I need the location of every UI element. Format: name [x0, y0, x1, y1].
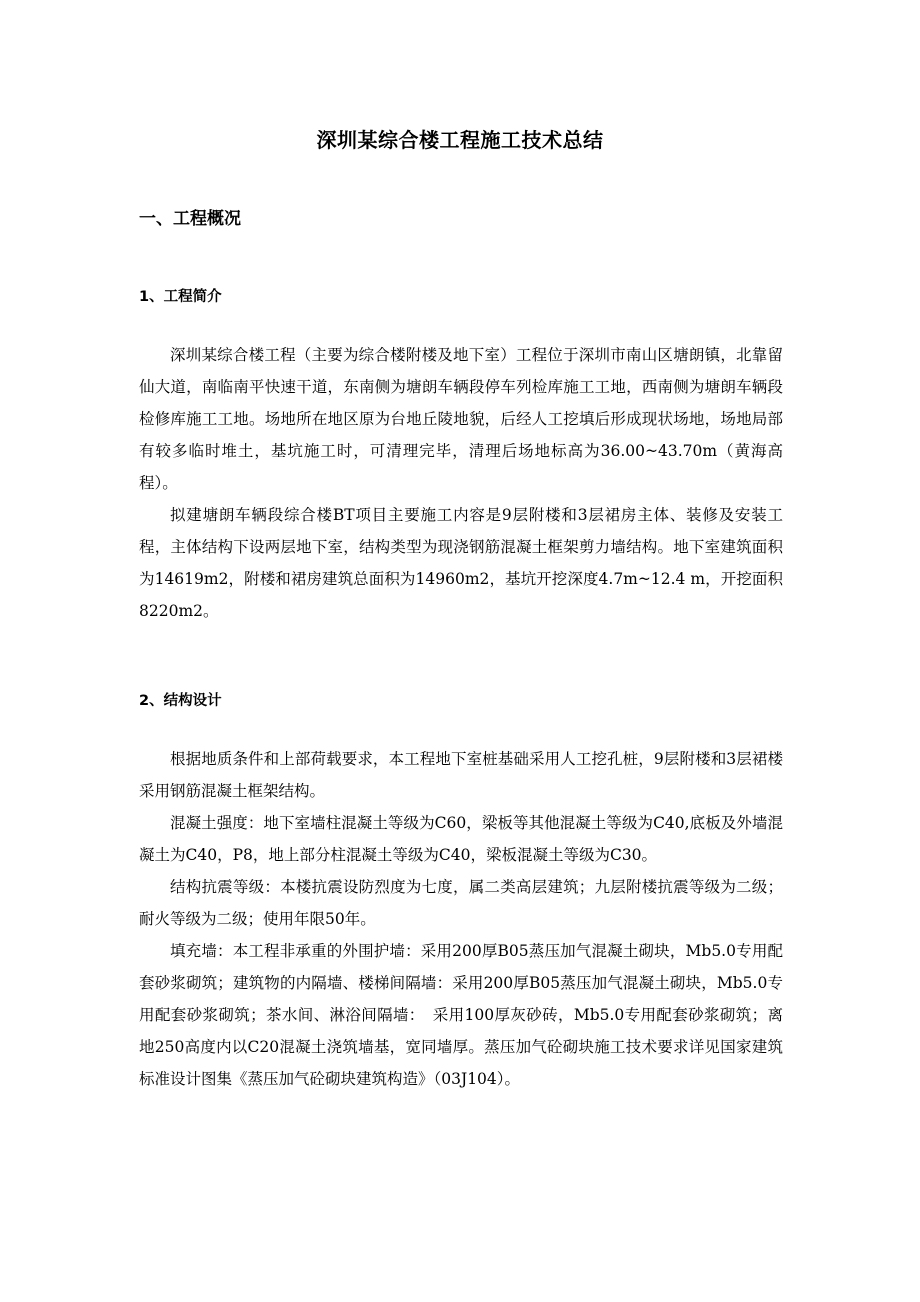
- paragraph: 填充墙：本工程非承重的外围护墙：采用200厚B05蒸压加气混凝土砌块，Mb5.0专用配套砂浆砌筑；建筑物的内隔墙、楼梯间隔墙：采用200厚B05蒸压加气混凝土砌块，Mb5.0专用配套砂浆砌筑；茶水间、淋浴间隔墙： 采用100厚灰砂砖，Mb5.0专用配套砂浆砌筑；离地250高度内以C20混凝土浇筑墙基，宽同墙厚。蒸压加气砼砌块施工技术要求详见国家建筑标准设计图集《蒸压加气砼砌块建筑构造》（03J104）。: [139, 942, 783, 1088]
- paragraph: 拟建塘朗车辆段综合楼BT项目主要施工内容是9层附楼和3层裙房主体、装修及安装工程，主体结构下设两层地下室，结构类型为现浇钢筋混凝土框架剪力墙结构。地下室建筑面积为14619m2，附楼和裙房建筑总面积为14960m2，基坑开挖深度4.7m~12.4 m，开挖面积8220m2。: [139, 506, 783, 620]
- section-heading-overview: 一、工程概况: [139, 209, 241, 229]
- subsection-heading-intro: 1、工程简介: [139, 289, 222, 305]
- intro-body: [139, 339, 783, 627]
- paragraph: 根据地质条件和上部荷载要求，本工程地下室桩基础采用人工挖孔桩，9层附楼和3层裙楼采用钢筋混凝土框架结构。: [139, 750, 783, 800]
- paragraph: 深圳某综合楼工程（主要为综合楼附楼及地下室）工程位于深圳市南山区塘朗镇，北靠留仙大道，南临南平快速干道，东南侧为塘朗车辆段停车列检库施工工地，西南侧为塘朗车辆段检修库施工工地。场地所在地区原为台地丘陵地貌，后经人工挖填后形成现状场地，场地局部有较多临时堆土，基坑施工时，可清理完毕，清理后场地标高为36.00~43.70m（黄海高程）。: [139, 346, 783, 492]
- document-title: 深圳某综合楼工程施工技术总结: [316, 128, 604, 152]
- paragraph: 结构抗震等级：本楼抗震设防烈度为七度，属二类高层建筑；九层附楼抗震等级为二级；耐火等级为二级；使用年限50年。: [139, 878, 783, 928]
- structure-body: [139, 743, 783, 1095]
- subsection-heading-structure: 2、结构设计: [139, 693, 222, 709]
- paragraph: 混凝土强度：地下室墙柱混凝土等级为C60，梁板等其他混凝土等级为C40,底板及外墙混凝土为C40，P8，地上部分柱混凝土等级为C40，梁板混凝土等级为C30。: [139, 814, 783, 864]
